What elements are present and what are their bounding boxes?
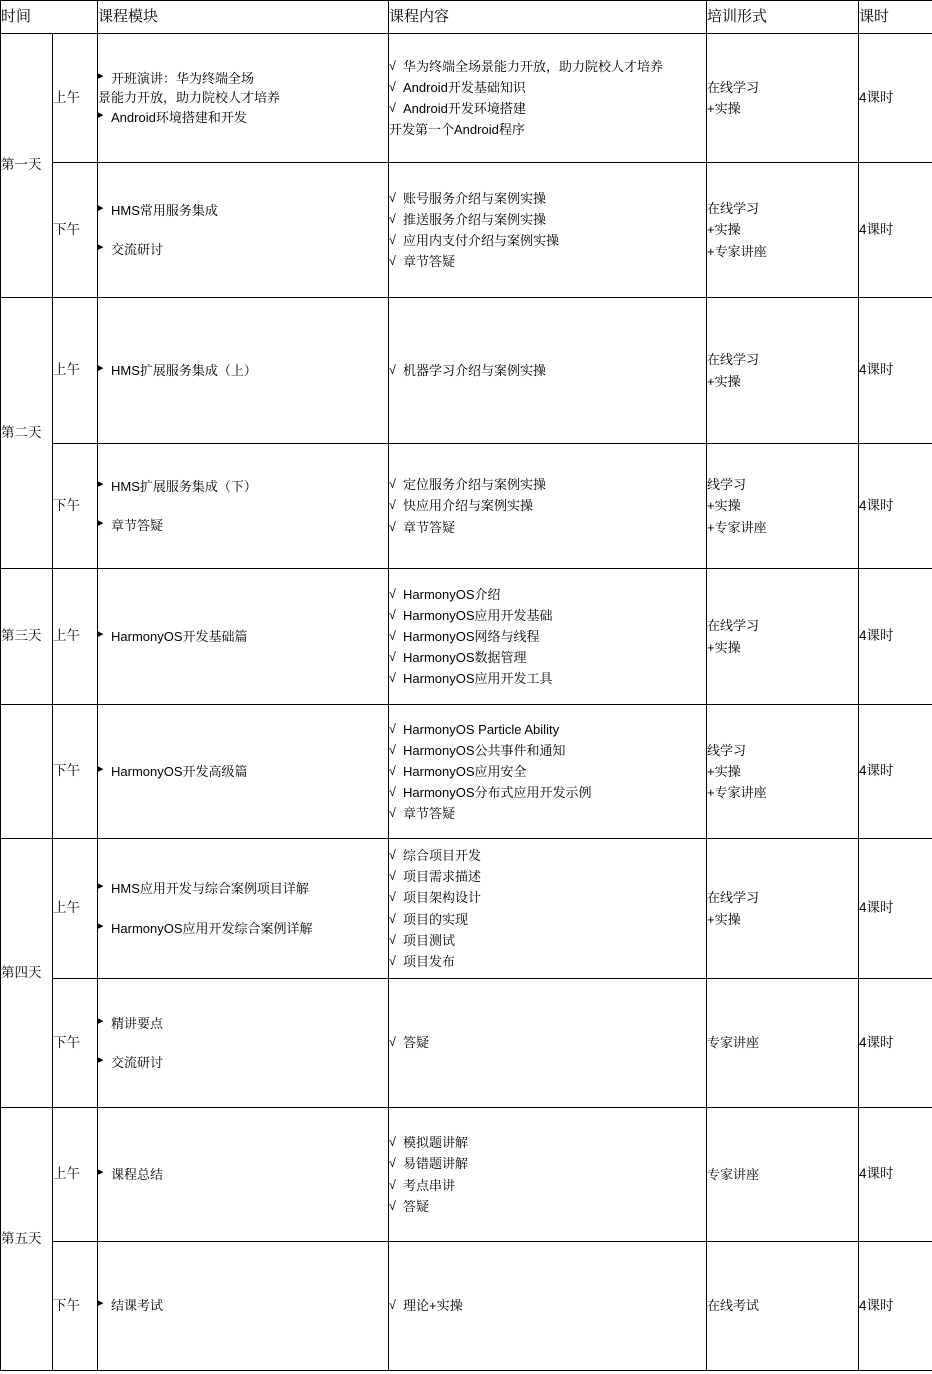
content-item: √ Android开发环境搭建 xyxy=(389,98,706,119)
form-cell xyxy=(707,979,859,1108)
content-item: √ HarmonyOS公共事件和通知 xyxy=(389,740,706,761)
module-item: ▸ 课程总结 xyxy=(98,1165,388,1185)
content-list xyxy=(389,845,706,971)
form-line: 在线学习 xyxy=(707,79,760,95)
form-line: +实操 xyxy=(707,101,741,116)
table-row xyxy=(1,979,932,1108)
content-list xyxy=(389,1132,706,1216)
module-list xyxy=(98,361,388,381)
module-cell xyxy=(98,705,389,839)
content-item: √ 机器学习介绍与案例实操 xyxy=(389,360,706,381)
form-line: +专家讲座 xyxy=(707,243,767,259)
half-day-label: 上午 xyxy=(53,298,98,444)
content-item: √ 项目发布 xyxy=(389,951,706,972)
content-item: √ 项目测试 xyxy=(389,930,706,951)
module-list xyxy=(98,477,388,536)
content-list xyxy=(389,1295,706,1316)
content-item: √ HarmonyOS应用开发工具 xyxy=(389,668,706,689)
table-row xyxy=(1,444,932,569)
form-cell xyxy=(707,705,859,839)
form-line: 在线学习 xyxy=(707,890,760,906)
module-list xyxy=(98,762,388,782)
content-item: √ HarmonyOS介绍 xyxy=(389,584,706,605)
table-row xyxy=(1,298,932,444)
module-item: ▸ HMS扩展服务集成（下） xyxy=(98,477,388,497)
module-item: ▸ 结课考试 xyxy=(98,1296,388,1316)
content-item: √ 章节答疑 xyxy=(389,803,706,824)
hours-cell: 4课时 xyxy=(859,705,932,839)
form-line: +实操 xyxy=(707,639,741,655)
half-day-label: 下午 xyxy=(53,979,98,1108)
day-label: 第五天 xyxy=(1,1230,42,1246)
hours-cell: 4课时 xyxy=(859,298,932,444)
module-cell xyxy=(98,163,389,298)
column-header-form: 培训形式 xyxy=(707,1,859,34)
half-day-label: 上午 xyxy=(53,1108,98,1242)
content-item: √ 章节答疑 xyxy=(389,251,706,272)
content-item: √ HarmonyOS数据管理 xyxy=(389,647,706,668)
form-cell xyxy=(707,34,859,163)
form-line: +实操 xyxy=(707,911,741,927)
module-cell xyxy=(98,839,389,979)
module-list xyxy=(98,69,388,128)
content-item: 开发第一个Android程序 xyxy=(389,122,525,138)
content-cell xyxy=(389,705,707,839)
form-cell xyxy=(707,1108,859,1242)
half-day-label: 下午 xyxy=(53,444,98,569)
day-label-cell xyxy=(1,298,53,569)
form-line: 专家讲座 xyxy=(707,1166,760,1182)
content-item: √ 综合项目开发 xyxy=(389,845,706,866)
module-list xyxy=(98,201,388,260)
content-item: √ 考点串讲 xyxy=(389,1175,706,1196)
content-item: √ 章节答疑 xyxy=(389,517,706,538)
table-row xyxy=(1,163,932,298)
content-cell xyxy=(389,163,707,298)
half-day-label: 上午 xyxy=(53,839,98,979)
module-item: ▸ 精讲要点 xyxy=(98,1014,388,1034)
form-line: 线学习 xyxy=(707,477,747,493)
day-label-cell xyxy=(1,569,53,705)
module-item: ▸ HMS常用服务集成 xyxy=(98,201,388,221)
content-item: √ HarmonyOS Particle Ability xyxy=(389,719,706,740)
content-cell xyxy=(389,979,707,1108)
column-header-time: 时间 xyxy=(1,1,98,34)
content-item: √ 华为终端全场景能力开放，助力院校人才培养 xyxy=(389,56,706,77)
content-cell xyxy=(389,444,707,569)
content-item: √ HarmonyOS应用开发基础 xyxy=(389,605,706,626)
half-day-label: 下午 xyxy=(53,163,98,298)
form-line: 在线学习 xyxy=(707,618,760,634)
half-day-label: 上午 xyxy=(53,569,98,705)
module-cell xyxy=(98,444,389,569)
content-item: √ HarmonyOS应用安全 xyxy=(389,761,706,782)
content-item: √ 模拟题讲解 xyxy=(389,1132,706,1153)
module-item: ▸ 交流研讨 xyxy=(98,240,388,260)
half-day-label: 下午 xyxy=(53,1242,98,1371)
content-list xyxy=(389,474,706,537)
module-item: ▸ HarmonyOS应用开发综合案例详解 xyxy=(98,919,388,939)
column-header-module: 课程模块 xyxy=(98,1,389,34)
module-item: ▸ HarmonyOS开发高级篇 xyxy=(98,762,388,782)
form-line: +实操 xyxy=(707,373,741,389)
table-row xyxy=(1,705,932,839)
module-item: ▸ 开班演讲：华为终端全场 xyxy=(98,69,388,89)
content-cell xyxy=(389,569,707,705)
form-line: +实操 xyxy=(707,763,741,779)
form-line: 在线学习 xyxy=(707,201,760,217)
module-item: ▸ HarmonyOS开发基础篇 xyxy=(98,627,388,647)
module-item: 景能力开放，助力院校人才培养 xyxy=(98,90,281,106)
form-cell xyxy=(707,569,859,705)
hours-cell: 4课时 xyxy=(859,569,932,705)
module-item: ▸ 交流研讨 xyxy=(98,1053,388,1073)
table-row xyxy=(1,34,932,163)
hours-cell: 4课时 xyxy=(859,979,932,1108)
module-list xyxy=(98,1165,388,1185)
form-line: 专家讲座 xyxy=(707,1035,760,1051)
content-list xyxy=(389,56,706,140)
module-list xyxy=(98,1014,388,1073)
form-line: +实操 xyxy=(707,222,741,238)
content-list xyxy=(389,584,706,689)
form-line: 线学习 xyxy=(707,742,747,758)
table-row xyxy=(1,839,932,979)
table-row xyxy=(1,1108,932,1242)
table-header-row xyxy=(1,1,932,34)
form-cell xyxy=(707,444,859,569)
form-line: +实操 xyxy=(707,498,741,514)
content-cell xyxy=(389,1108,707,1242)
day-label-cell xyxy=(1,839,53,1108)
hours-cell: 4课时 xyxy=(859,444,932,569)
form-line: +专家讲座 xyxy=(707,519,767,535)
hours-cell: 4课时 xyxy=(859,839,932,979)
content-item: √ 项目架构设计 xyxy=(389,887,706,908)
day-label: 第二天 xyxy=(1,424,42,440)
module-item: ▸ Android环境搭建和开发 xyxy=(98,108,388,128)
hours-cell: 4课时 xyxy=(859,163,932,298)
module-cell xyxy=(98,1108,389,1242)
module-item: ▸ HMS扩展服务集成（上） xyxy=(98,361,388,381)
content-item: √ 应用内支付介绍与案例实操 xyxy=(389,230,706,251)
content-list xyxy=(389,188,706,272)
content-item: √ 项目的实现 xyxy=(389,909,706,930)
content-cell xyxy=(389,298,707,444)
content-list xyxy=(389,1032,706,1053)
column-header-hours: 课时 xyxy=(859,1,932,34)
module-list xyxy=(98,627,388,647)
module-item: ▸ 章节答疑 xyxy=(98,516,388,536)
form-cell xyxy=(707,1242,859,1371)
half-day-label: 下午 xyxy=(53,705,98,839)
content-cell xyxy=(389,839,707,979)
table-row xyxy=(1,1242,932,1371)
hours-cell: 4课时 xyxy=(859,34,932,163)
hours-cell: 4课时 xyxy=(859,1242,932,1371)
day-label-cell xyxy=(1,705,53,839)
content-item: √ 定位服务介绍与案例实操 xyxy=(389,474,706,495)
content-cell xyxy=(389,34,707,163)
form-cell xyxy=(707,298,859,444)
module-list xyxy=(98,1296,388,1316)
form-line: +专家讲座 xyxy=(707,785,767,801)
content-cell xyxy=(389,1242,707,1371)
day-label-cell xyxy=(1,1108,53,1371)
content-item: √ 项目需求描述 xyxy=(389,866,706,887)
day-label: 第三天 xyxy=(1,628,42,644)
content-item: √ 推送服务介绍与案例实操 xyxy=(389,209,706,230)
day-label: 第一天 xyxy=(1,157,42,173)
content-item: √ 答疑 xyxy=(389,1196,706,1217)
module-cell xyxy=(98,979,389,1108)
day-label-cell xyxy=(1,34,53,298)
content-list xyxy=(389,360,706,381)
module-item: ▸ HMS应用开发与综合案例项目详解 xyxy=(98,879,388,899)
half-day-label: 上午 xyxy=(53,34,98,163)
content-item: √ Android开发基础知识 xyxy=(389,77,706,98)
module-cell xyxy=(98,1242,389,1371)
form-cell xyxy=(707,163,859,298)
module-cell xyxy=(98,569,389,705)
content-item: √ 易错题讲解 xyxy=(389,1153,706,1174)
table-row xyxy=(1,569,932,705)
content-item: √ 账号服务介绍与案例实操 xyxy=(389,188,706,209)
hours-cell: 4课时 xyxy=(859,1108,932,1242)
module-cell xyxy=(98,298,389,444)
content-item: √ HarmonyOS网络与线程 xyxy=(389,626,706,647)
column-header-content: 课程内容 xyxy=(389,1,707,34)
content-item: √ HarmonyOS分布式应用开发示例 xyxy=(389,782,706,803)
content-item: √ 理论+实操 xyxy=(389,1295,706,1316)
form-line: 在线考试 xyxy=(707,1298,760,1314)
form-line: 在线学习 xyxy=(707,352,760,368)
content-item: √ 答疑 xyxy=(389,1032,706,1053)
form-cell xyxy=(707,839,859,979)
module-cell xyxy=(98,34,389,163)
content-item: √ 快应用介绍与案例实操 xyxy=(389,495,706,516)
day-label: 第四天 xyxy=(1,964,42,980)
module-list xyxy=(98,879,388,938)
content-list xyxy=(389,719,706,824)
